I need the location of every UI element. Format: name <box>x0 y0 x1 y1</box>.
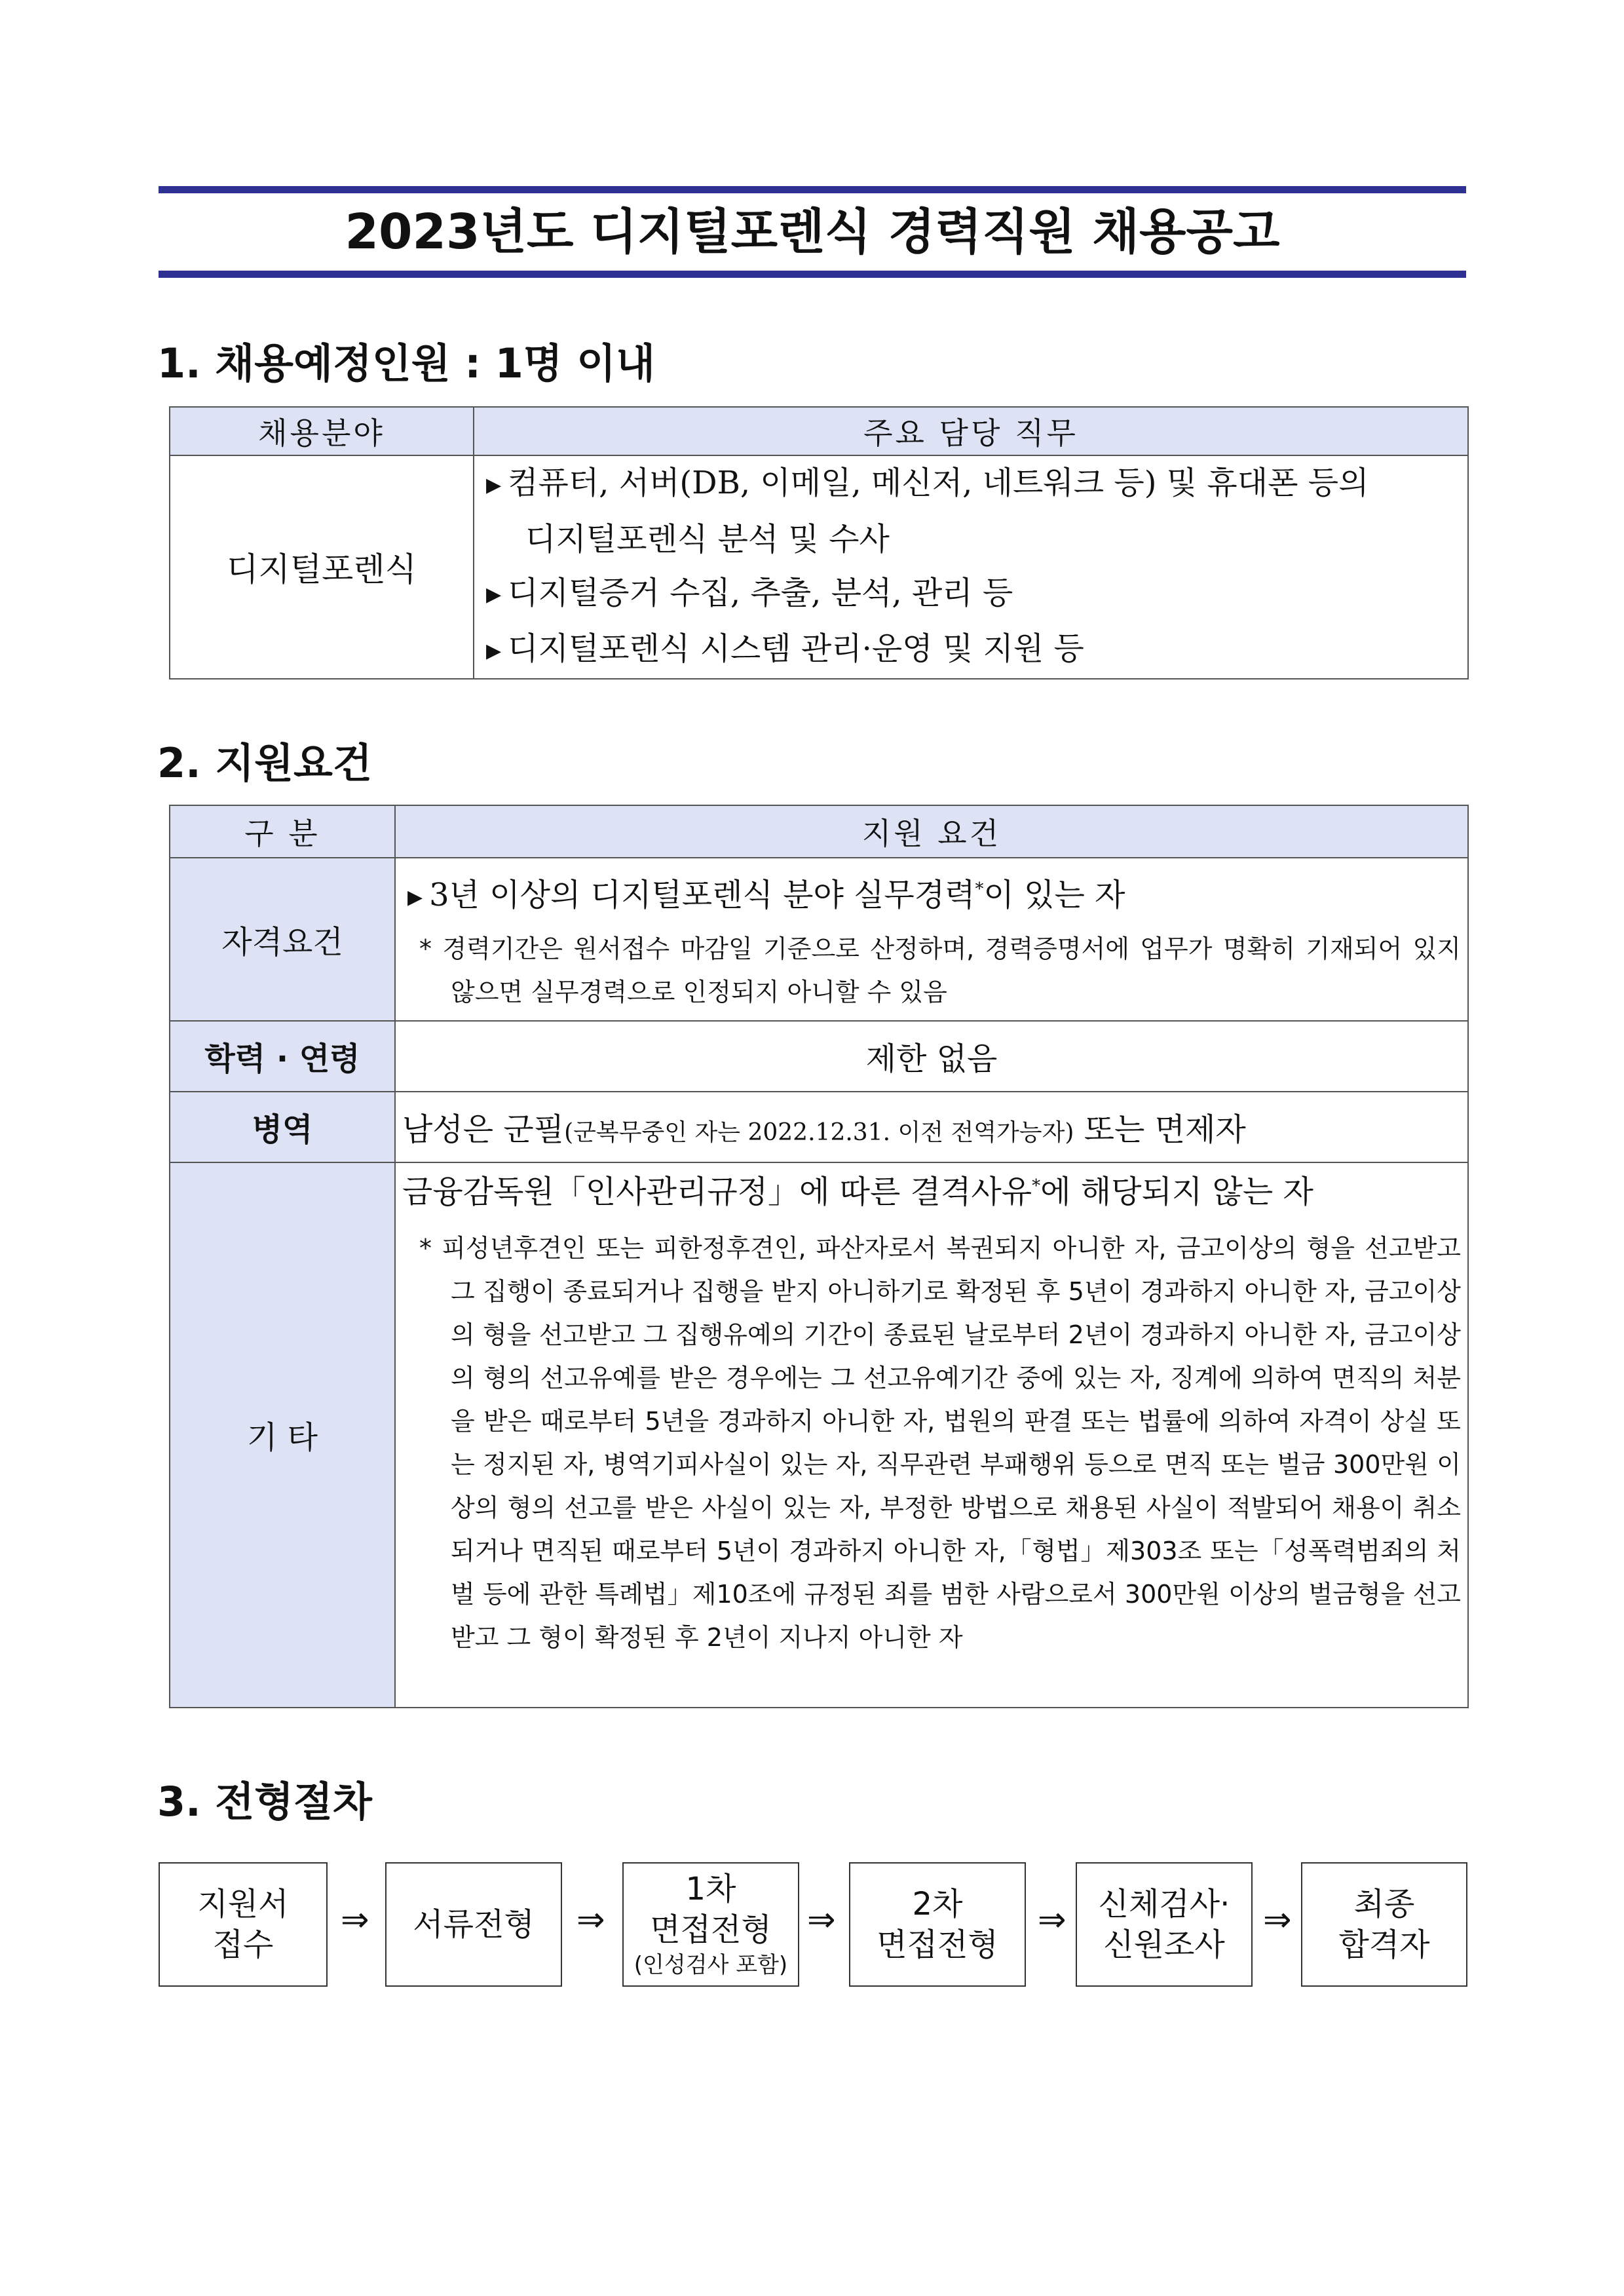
col-requirement-header: 지원 요건 <box>395 805 1468 858</box>
qualification-note: * 경력기간은 원서접수 마감일 기준으로 산정하며, 경력증명서에 업무가 명확히 기재되어 있지 않으면 실무경력으로 인정되지 아니할 수 있음 <box>419 934 1461 1006</box>
education-label: 학력 · 연령 <box>170 1021 395 1092</box>
arrow-right-icon: ⇒ <box>576 1900 605 1940</box>
arrow-right-icon: ⇒ <box>1263 1900 1292 1940</box>
qualification-main: ▶ 3년 이상의 디지털포렌식 분야 실무경력*이 있는 자 <box>407 877 1125 913</box>
arrow-right-icon: ⇒ <box>1038 1900 1067 1940</box>
title-banner <box>159 186 1466 278</box>
duty-item: ▶ 컴퓨터, 서버(DB, 이메일, 메신저, 네트워크 등) 및 휴대폰 등의 <box>486 465 1369 501</box>
arrow-right-icon: ⇒ <box>807 1900 836 1940</box>
other-label: 기 타 <box>170 1162 395 1708</box>
triangle-bullet-icon: ▶ <box>486 583 502 606</box>
title-bottom-rule <box>159 271 1466 278</box>
col-duty-header: 주요 담당 직무 <box>474 407 1468 455</box>
triangle-bullet-icon: ▶ <box>486 639 502 662</box>
duty-item: ▶ 디지털증거 수집, 추출, 분석, 관리 등 <box>486 574 1013 611</box>
section1-heading: 1. 채용예정인원 : 1명 이내 <box>157 339 655 387</box>
other-main: 금융감독원「인사관리규정」에 따른 결격사유*에 해당되지 않는 자 <box>402 1173 1313 1210</box>
duty-item-continued: 디지털포렌식 분석 및 수사 <box>525 520 890 558</box>
other-cell <box>395 1162 1468 1708</box>
flow-step-first-interview: 1차 면접전형 (인성검사 포함) <box>622 1862 799 1987</box>
flow-step-document-screening: 서류전형 <box>385 1862 562 1987</box>
triangle-bullet-icon: ▶ <box>407 885 423 909</box>
section2-heading: 2. 지원요건 <box>157 739 372 787</box>
duty-item: ▶ 디지털포렌식 시스템 관리·운영 및 지원 등 <box>486 630 1084 667</box>
arrow-right-icon: ⇒ <box>341 1900 369 1940</box>
military-label: 병역 <box>170 1092 395 1162</box>
flow-step-medical-background-check: 신체검사· 신원조사 <box>1076 1862 1253 1987</box>
other-note: * 피성년후견인 또는 피한정후견인, 파산자로서 복권되지 아니한 자, 금고이상의 형을 선고받고 그 집행이 종료되거나 집행을 받지 아니하기로 확정된 후 5년이 경과하지 아니한 자, 금고이상의 형을 선고받고 그 집행유예의 기간이 종료된 날로부터 2년이 경과하지 아니한 자, 금고이상의 형의 선고유예를 받은 경우에는 그 선고유예기간 중에 있는 자, 징계에 의하여 면직의 처분을 받은 때로부터 5년을 경과하지 아니한 자, 법원의 판결 또는 법률에 의하여 자격이 상실 또는 정지된 자, 병역기피사실이 있는 자, 직무관련 부패행위 등으로 면직 또는 벌금 300만원 이상의 형의 선고를 받은 사실이 있는 자, 부정한 방법으로 채용된 사실이 적발되어 채용이 취소되거나 면직된 때로부터 5년이 경과하지 아니한 자,「형법」제303조 또는「성폭력범죄의 처벌 등에 관한 특례법」제10조에 규정된 죄를 범한 사람으로서 300만원 이상의 벌금형을 선고받고 그 형이 확정된 후 2년이 지나지 아니한 자 <box>419 1233 1461 1652</box>
requirements-table <box>169 805 1469 1708</box>
field-name: 디지털포렌식 <box>170 455 474 679</box>
col-field-header: 채용분야 <box>170 407 474 455</box>
qualification-label: 자격요건 <box>170 858 395 1021</box>
military-value: 남성은 군필(군복무중인 자는 2022.12.31. 이전 전역가능자) 또는 면제자 <box>395 1092 1468 1162</box>
flow-step-application: 지원서 접수 <box>159 1862 328 1987</box>
page-title: 2023년도 디지털포렌식 경력직원 채용공고 <box>345 204 1280 260</box>
col-category-header: 구 분 <box>170 805 395 858</box>
flow-step-second-interview: 2차 면접전형 <box>849 1862 1026 1987</box>
recruitment-field-table <box>169 406 1469 679</box>
flow-step-final-selection: 최종 합격자 <box>1301 1862 1467 1987</box>
education-value: 제한 없음 <box>395 1021 1468 1092</box>
qualification-cell <box>395 858 1468 1021</box>
triangle-bullet-icon: ▶ <box>486 473 502 497</box>
duty-list <box>474 455 1468 679</box>
section3-heading: 3. 전형절차 <box>157 1778 372 1826</box>
